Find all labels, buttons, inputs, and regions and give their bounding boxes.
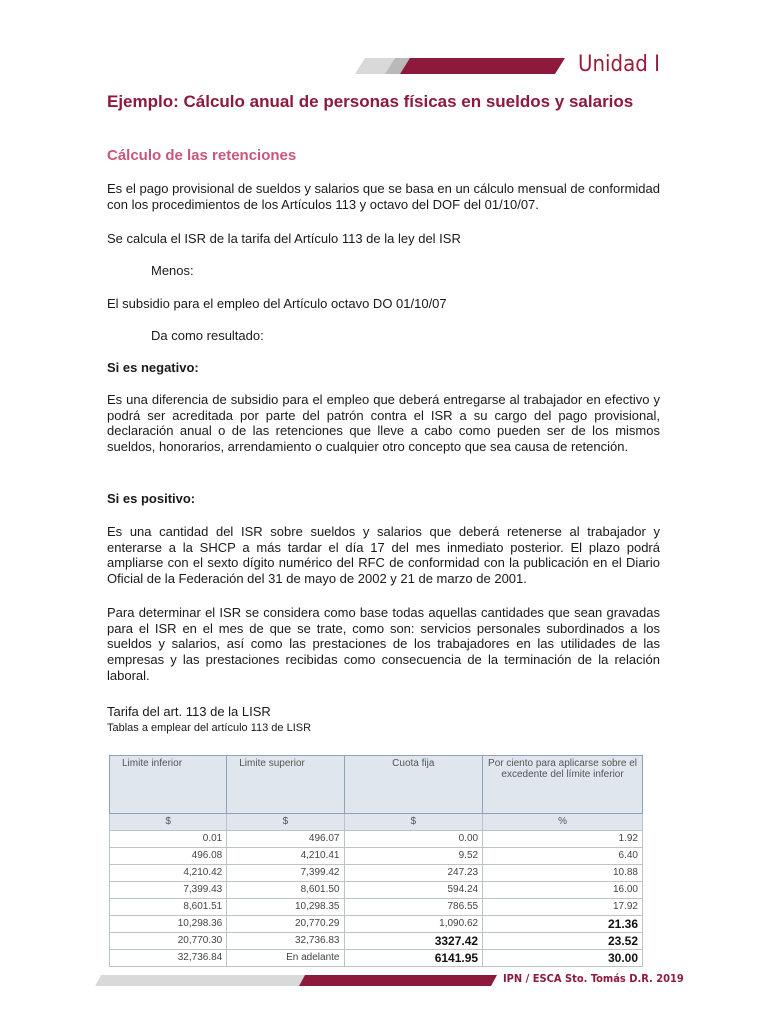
paragraph-intro: Es el pago provisional de sueldos y salarios que se basa en un cálculo mensual de conformidad con los procedimientos de los Artículos 113 y octavo del DOF del 01/10/07. [107,181,660,212]
page-title: Ejemplo: Cálculo anual de personas físicas en sueldos y salarios [107,92,634,111]
caption-tablas: Tablas a emplear del artículo 113 de LISR [107,722,312,734]
paragraph-subsidy: El subsidio para el empleo del Artículo octavo DO 01/10/07 [107,296,447,311]
table-cell: 21.36 [483,916,643,933]
paragraph-negative: Es una diferencia de subsidio para el empleo que deberá entregarse al trabajador en efectivo y podrá ser acreditada por parte del patrón contra el ISR a su cargo del pago provisional, declaración anual o de las retenciones que lleve a cabo como pueden ser de los mismos sueldos, honorarios, arrendamiento o cualquier otro concepto que sea causa de retención. [107,392,660,455]
table-cell: 1.92 [483,831,643,848]
table-cell: 7,399.42 [227,865,344,882]
table-cell: 3327.42 [344,933,483,950]
table-cell: 17.92 [483,899,643,916]
table-cell: 496.07 [227,831,344,848]
table-cell: 16.00 [483,882,643,899]
paragraph-result: Da como resultado: [151,328,264,343]
table-cell: 10,298.36 [110,916,227,933]
table-cell: 6141.95 [344,950,483,967]
footer-decorative-bar [95,975,497,986]
unit-cell: $ [110,814,227,831]
table-cell: 20,770.30 [110,933,227,950]
table-cell: 32,736.83 [227,933,344,950]
table-row [110,882,643,899]
table-cell: 496.08 [110,848,227,865]
units-row [110,814,643,831]
table-cell: 8,601.50 [227,882,344,899]
table-cell: 32,736.84 [110,950,227,967]
table-cell: 6.40 [483,848,643,865]
heading-positive: Si es positivo: [107,491,196,506]
unit-cell: $ [227,814,344,831]
table-cell: 20,770.29 [227,916,344,933]
table-row [110,933,643,950]
header-limite-superior: Limite superior [227,756,344,814]
table-cell: 10.88 [483,865,643,882]
table-cell: 9.52 [344,848,483,865]
section-title: Cálculo de las retenciones [107,147,297,164]
table-row [110,950,643,967]
footer-text: IPN / ESCA Sto. Tomás D.R. 2019 [503,972,684,985]
table-cell: 30.00 [483,950,643,967]
paragraph-minus: Menos: [151,263,194,278]
table-cell: 4,210.42 [110,865,227,882]
table-row [110,916,643,933]
header-limite-inferior: Limite inferior [110,756,227,814]
table-cell: 7,399.43 [110,882,227,899]
paragraph-base: Para determinar el ISR se considera como base todas aquellas cantidades que sean gravadas para el ISR en el mes de que se trate, como son: servicios personales subordinados a los sueldos y salarios, así como las prestaciones de los trabajadores en las utilidades de las empresas y las prestaciones recibidas como consecuencia de la terminación de la relación laboral. [107,605,660,683]
header-cuota-fija: Cuota fija [344,756,483,814]
table-cell: 1,090.62 [344,916,483,933]
table-row [110,848,643,865]
table-cell: 23.52 [483,933,643,950]
isr-tariff-table [109,755,643,967]
table-cell: 247.23 [344,865,483,882]
table-cell: 786.55 [344,899,483,916]
unit-cell: % [483,814,643,831]
heading-negative: Si es negativo: [107,360,199,375]
unit-cell: $ [344,814,483,831]
table-cell: 8,601.51 [110,899,227,916]
paragraph-positive: Es una cantidad del ISR sobre sueldos y salarios que deberá retenerse al trabajador y enterarse a la SHCP a más tardar el día 17 del mes inmediato posterior. El plazo podrá ampliarse con el sexto dígito numérico del RFC de conformidad con la publicación en el Diario Oficial de la Federación del 31 de mayo de 2002 y 21 de marzo de 2001. [107,524,660,587]
table-row [110,865,643,882]
table-row [110,831,643,848]
table-cell: 0.01 [110,831,227,848]
header-decorative-bar [355,58,565,74]
unit-title: Unidad I [578,52,660,77]
table-cell: 10,298.35 [227,899,344,916]
table-cell: 594.24 [344,882,483,899]
paragraph-calculation: Se calcula el ISR de la tarifa del Artículo 113 de la ley del ISR [107,231,461,246]
table-row [110,899,643,916]
table-cell: 4,210.41 [227,848,344,865]
header-por-ciento: Por ciento para aplicarse sobre el excedente del límite inferior [483,756,643,814]
table-cell: En adelante [227,950,344,967]
caption-tarifa: Tarifa del art. 113 de la LISR [107,704,271,719]
table-cell: 0.00 [344,831,483,848]
